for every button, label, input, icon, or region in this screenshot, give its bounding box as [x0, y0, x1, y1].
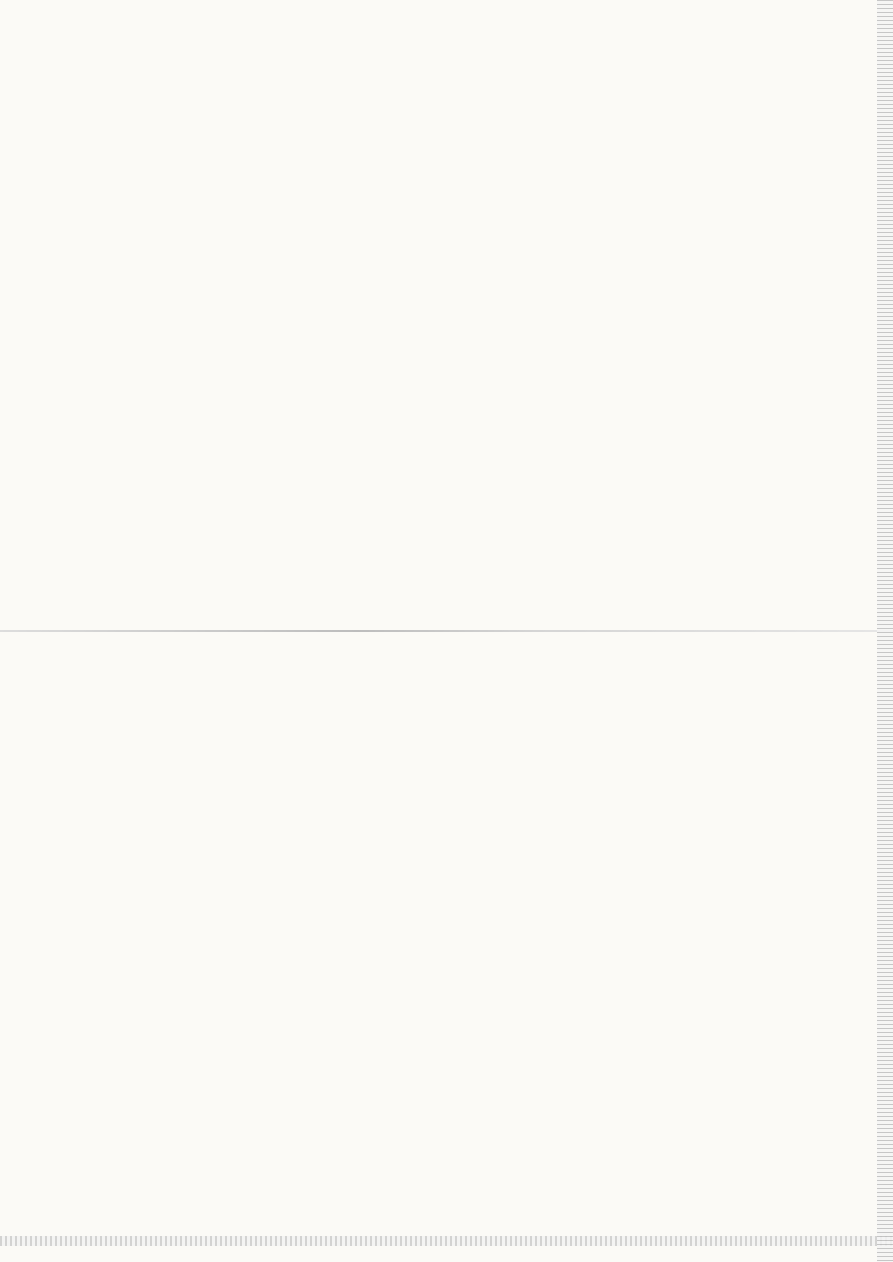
scan-edge-right: [877, 0, 893, 1262]
scan-edge-bottom: [0, 1236, 893, 1246]
page-fold-line: [0, 630, 893, 632]
